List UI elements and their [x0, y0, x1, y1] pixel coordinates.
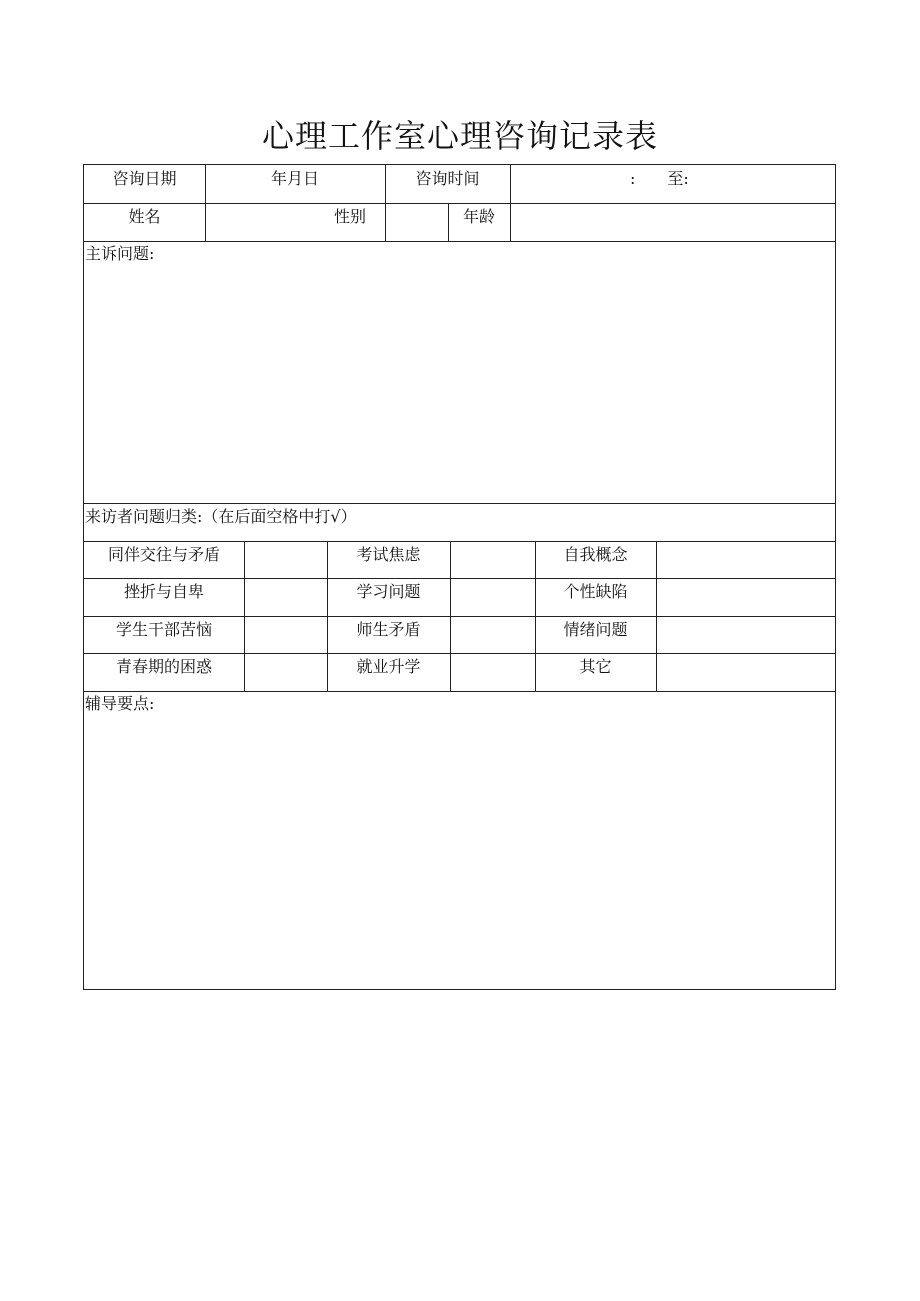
- classification-label: 来访者问题归类:（在后面空格中打√）: [85, 507, 357, 526]
- gender-label: 性别: [333, 207, 366, 226]
- category-checkbox[interactable]: [450, 578, 535, 616]
- category-checkbox[interactable]: [450, 616, 535, 653]
- category-checkbox[interactable]: [244, 541, 327, 578]
- category-label: 考试焦虑: [356, 545, 421, 564]
- date-label: 咨询日期: [112, 169, 177, 188]
- category-checkbox[interactable]: [450, 653, 535, 691]
- category-label: 自我概念: [563, 545, 628, 564]
- row-divider: [84, 691, 835, 692]
- age-field[interactable]: [510, 203, 835, 241]
- complaint-label: 主诉问题:: [85, 244, 155, 263]
- category-checkbox[interactable]: [656, 578, 835, 616]
- category-label: 学习问题: [356, 582, 421, 601]
- category-label: 青春期的困惑: [115, 657, 212, 676]
- date-field[interactable]: 年月日: [270, 169, 319, 188]
- category-label: 同伴交往与矛盾: [107, 545, 220, 564]
- category-checkbox[interactable]: [244, 616, 327, 653]
- row-divider: [84, 241, 835, 242]
- guidance-label: 辅导要点:: [85, 694, 155, 713]
- gender-field[interactable]: [385, 203, 448, 241]
- category-label: 就业升学: [356, 657, 421, 676]
- complaint-textarea[interactable]: [84, 265, 835, 501]
- time-field[interactable]: : 至:: [630, 169, 689, 188]
- category-label: 师生矛盾: [356, 620, 421, 639]
- category-checkbox[interactable]: [244, 653, 327, 691]
- name-field[interactable]: [205, 203, 315, 241]
- category-checkbox[interactable]: [656, 616, 835, 653]
- time-label: 咨询时间: [415, 169, 480, 188]
- category-label: 情绪问题: [563, 620, 628, 639]
- name-label: 姓名: [128, 207, 161, 226]
- category-checkbox[interactable]: [244, 578, 327, 616]
- page-title: 心理工作室心理咨询记录表: [261, 117, 658, 155]
- category-label: 个性缺陷: [563, 582, 628, 601]
- category-checkbox[interactable]: [450, 541, 535, 578]
- age-label: 年龄: [462, 207, 495, 226]
- category-label: 挫折与自卑: [123, 582, 204, 601]
- category-checkbox[interactable]: [656, 541, 835, 578]
- record-form: [83, 164, 836, 990]
- category-label: 其它: [579, 657, 612, 676]
- category-label: 学生干部苦恼: [115, 620, 212, 639]
- guidance-textarea[interactable]: [84, 717, 835, 987]
- row-divider: [84, 503, 835, 504]
- category-checkbox[interactable]: [656, 653, 835, 691]
